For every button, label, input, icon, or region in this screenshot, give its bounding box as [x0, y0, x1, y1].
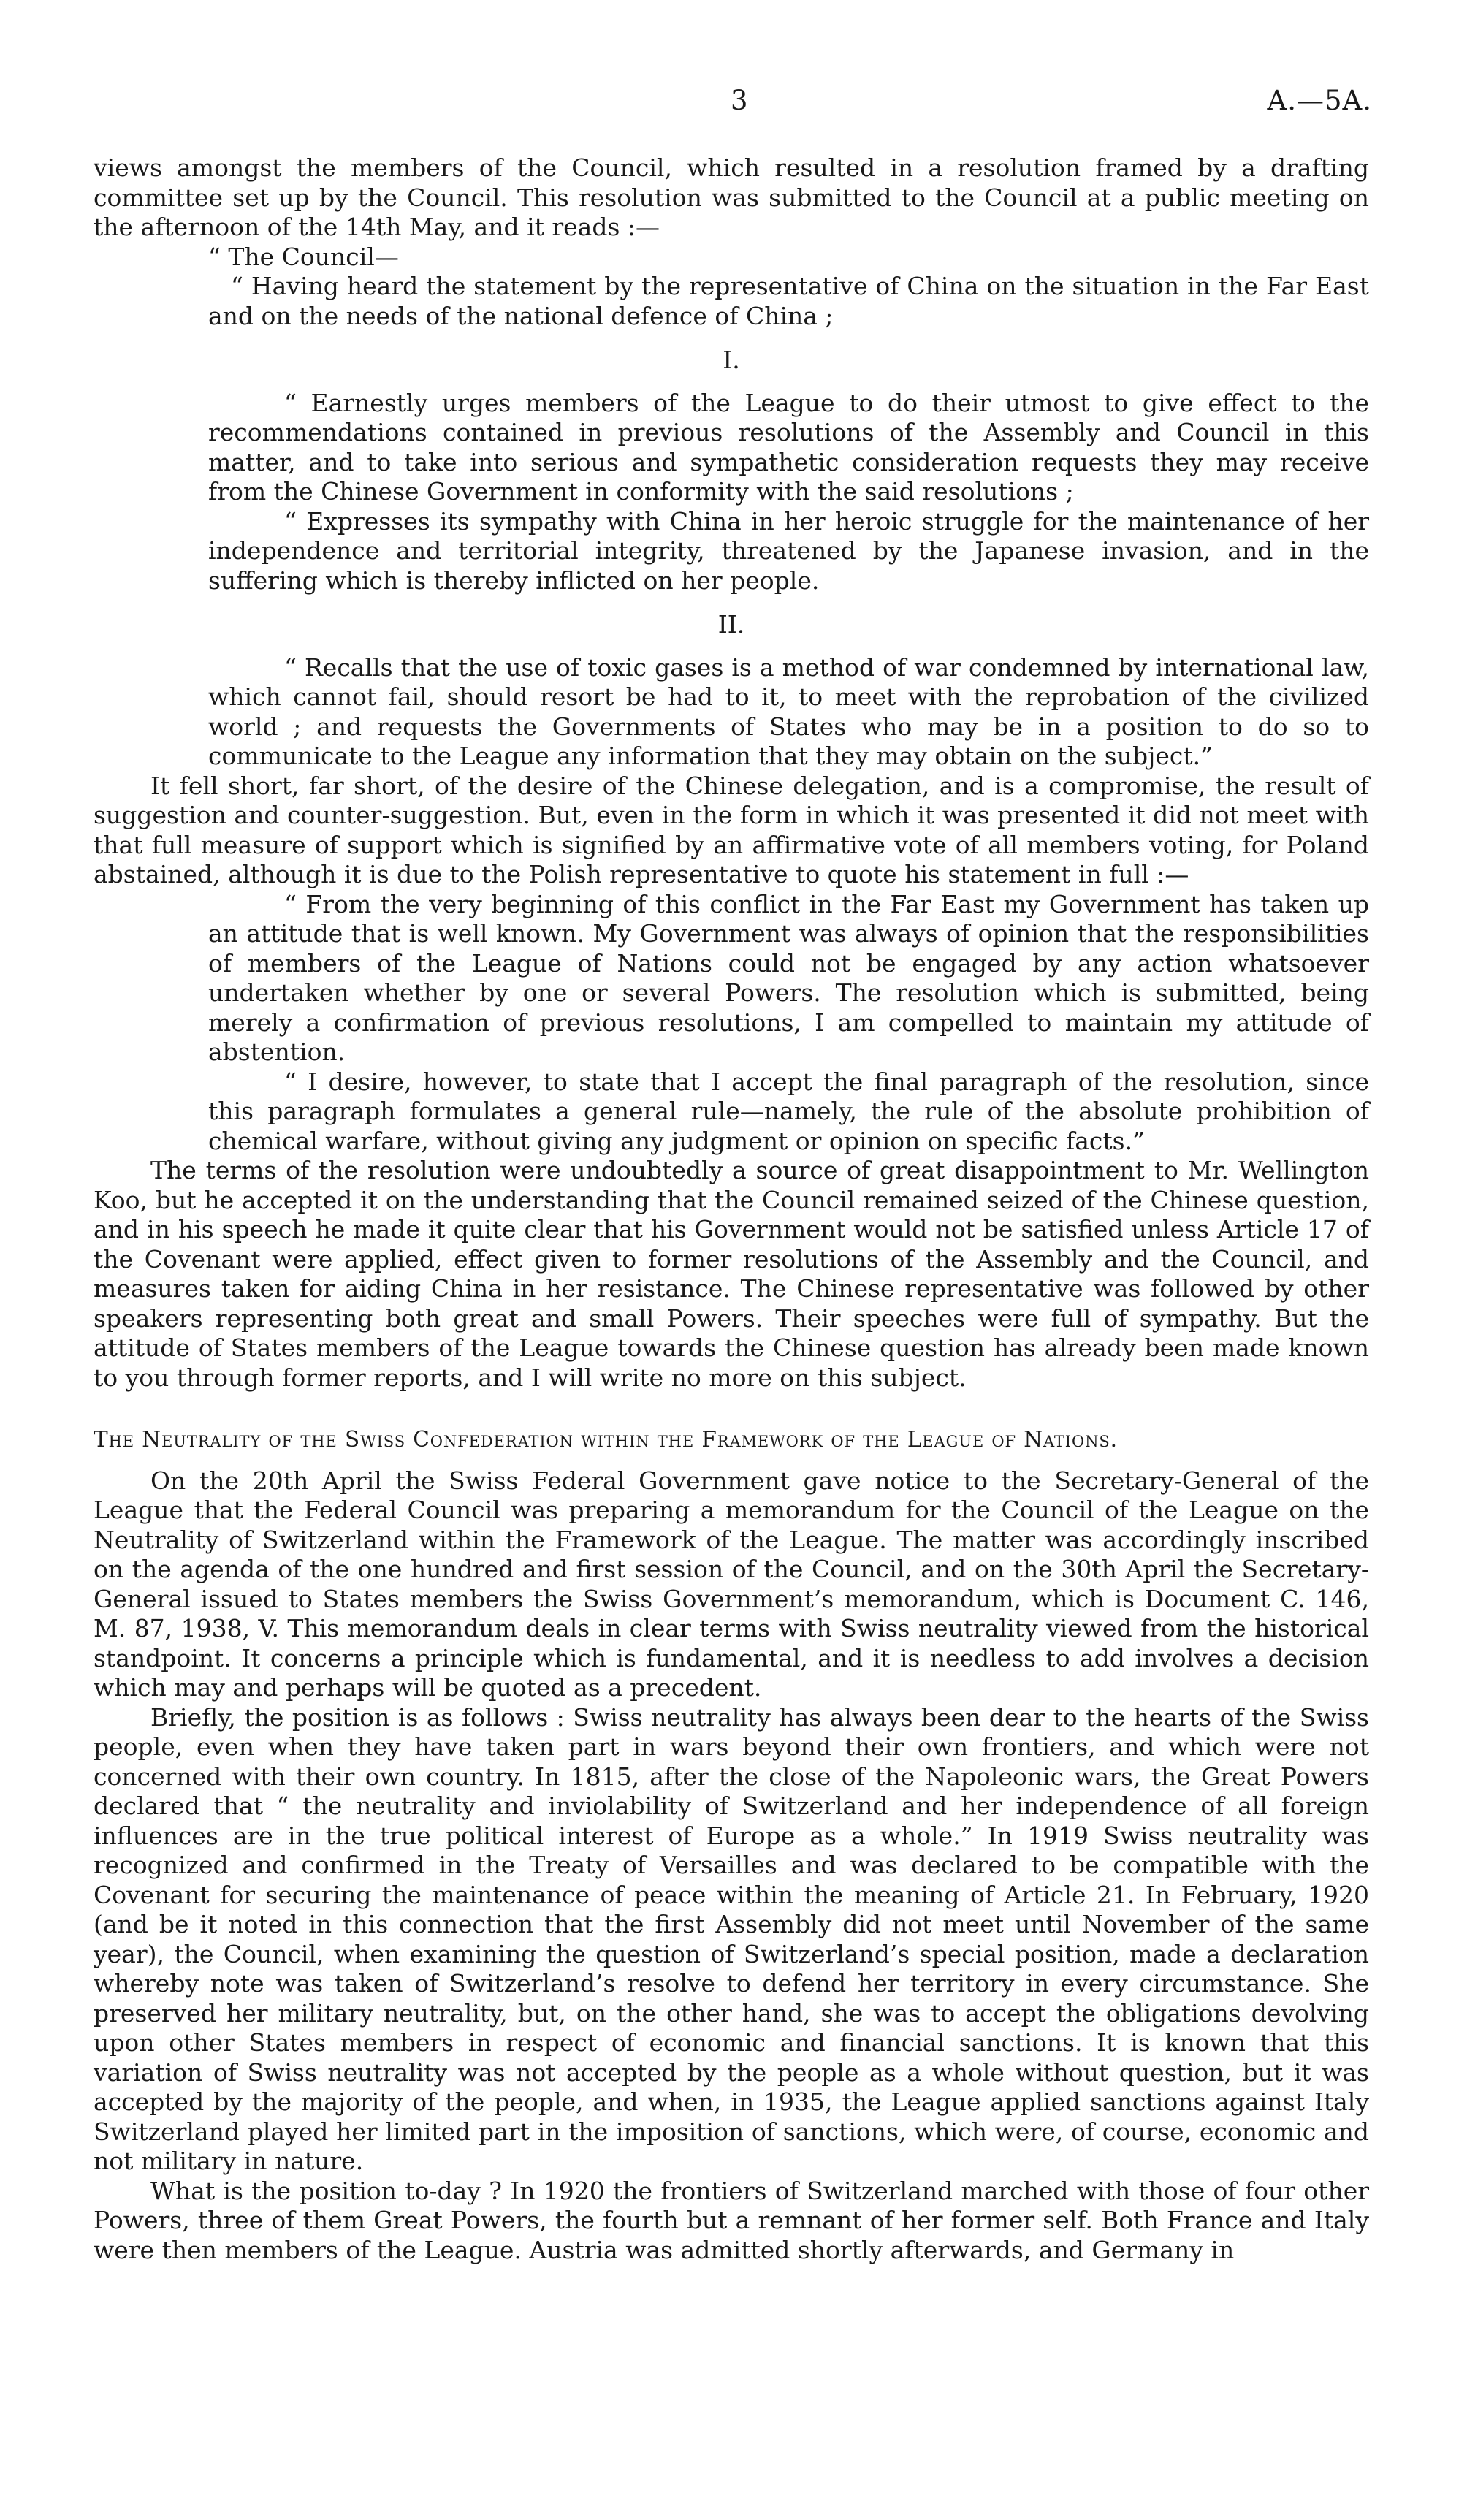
quote-paragraph: “ Recalls that the use of toxic gases is a method of war condemned by international law, which cannot fail, should resort be had to it, to meet with the reprobation of the civilized world ; and requests the Governments of States who may be in a position to do so to communicate to the League any information that they may obtain on the subject.”	[208, 652, 1369, 770]
paragraph: On the 20th April the Swiss Federal Government gave notice to the Secretary-General of the League that the Federal Council was preparing a memorandum for the Council of the League on the Neutrality of Switzerland within the Framework of the League. The matter was accordingly inscribed on the agenda of the one hundred and first session of the Council, and on the 30th April the Secretary-General issued to States members the Swiss Government’s memorandum, which is Document C. 146, M. 87, 1938, V. This memorandum deals in clear terms with Swiss neutrality viewed from the historical standpoint. It concerns a principle which is fundamental, and it is needless to add involves a decision which may and perhaps will be quoted as a precedent.	[94, 1466, 1369, 1702]
section-numeral-ii: II.	[717, 610, 745, 639]
paragraph: views amongst the members of the Council, which resulted in a resolution framed by a drafting committee set up by the Council. This resolution was submitted to the Council at a public meeting on the afternoon of the 14th May, and it reads :—	[94, 153, 1369, 241]
page-header	[0, 86, 1467, 120]
quote-paragraph: “ Having heard the statement by the representative of China on the situation in the Far East and on the needs of the national defence of China ;	[208, 272, 1369, 330]
section-numeral-i: I.	[723, 346, 740, 374]
document-reference: A.—5A.	[1267, 85, 1372, 116]
paragraph: The terms of the resolution were undoubtedly a source of great disappointment to Mr. Wellington Koo, but he accepted it on the understanding that the Council remained seized of the Chinese question, and in his speech he made it quite clear that his Government would not be satisfied unless Article 17 of the Covenant were applied, effect given to former resolutions of the Assembly and the Council, and measures taken for aiding China in her resistance. The Chinese representative was followed by other speakers representing both great and small Powers. Their speeches were full of sympathy. But the attitude of States members of the League towards the Chinese question has already been made known to you through former reports, and I will write no more on this subject.	[94, 1156, 1369, 1392]
quote-paragraph: “ Earnestly urges members of the League to do their utmost to give effect to the recommendations contained in previous resolutions of the Assembly and Council in this matter, and to take into serious and sympathetic consideration requests they may receive from the Chinese Government in conformity with the said resolutions ;	[208, 388, 1369, 506]
document-body	[94, 153, 1369, 2265]
section-heading: The Neutrality of the Swiss Confederation within the Framework of the League of Nations.	[94, 1427, 1118, 1452]
quote-paragraph: “ Expresses its sympathy with China in her heroic struggle for the maintenance of her independence and territorial integrity, threatened by the Japanese invasion, and in the suffering which is thereby inflicted on her people.	[208, 506, 1369, 595]
paragraph: What is the position to-day ? In 1920 the frontiers of Switzerland marched with those of four other Powers, three of them Great Powers, the fourth but a remnant of her former self. Both France and Italy were then members of the League. Austria was admitted shortly afterwards, and Germany in	[94, 2176, 1369, 2264]
quote-opening: “ The Council—	[208, 242, 399, 271]
page-number: 3	[731, 85, 749, 116]
paragraph: Briefly, the position is as follows : Swiss neutrality has always been dear to the hearts of the Swiss people, even when they have taken part in wars beyond their own frontiers, and which were not concerned with their own country. In 1815, after the close of the Napoleonic wars, the Great Powers declared that “ the neutrality and inviolability of Switzerland and her independence of all foreign influences are in the true political interest of Europe as a whole.” In 1919 Swiss neutrality was recognized and confirmed in the Treaty of Versailles and was declared to be compatible with the Covenant for securing the maintenance of peace within the meaning of Article 21. In February, 1920 (and be it noted in this connection that the first Assembly did not meet until November of the same year), the Council, when examining the question of Switzerland’s special position, made a declaration whereby note was taken of Switzerland’s resolve to defend her territory in every circumstance. She preserved her military neutrality, but, on the other hand, she was to accept the obligations devolving upon other States members in respect of economic and financial sanctions. It is known that this variation of Swiss neutrality was not accepted by the people as a whole without question, but it was accepted by the majority of the people, and when, in 1935, the League applied sanctions against Italy Switzerland played her limited part in the imposition of sanctions, which were, of course, economic and not military in nature.	[94, 1702, 1369, 2175]
quote-paragraph: “ I desire, however, to state that I accept the final paragraph of the resolution, since this paragraph formulates a general rule—namely, the rule of the absolute prohibition of chemical warfare, without giving any judgment or opinion on specific facts.”	[208, 1067, 1369, 1155]
paragraph: It fell short, far short, of the desire of the Chinese delegation, and is a compromise, the result of suggestion and counter-suggestion. But, even in the form in which it was presented it did not meet with that full measure of support which is signified by an affirmative vote of all members voting, for Poland abstained, although it is due to the Polish representative to quote his statement in full :—	[94, 771, 1369, 888]
quote-paragraph: “ From the very beginning of this conflict in the Far East my Government has taken up an attitude that is well known. My Government was always of opinion that the responsibilities of members of the League of Nations could not be engaged by any action whatsoever undertaken whether by one or several Powers. The resolution which is submitted, being merely a confirmation of previous resolutions, I am compelled to maintain my attitude of abstention.	[208, 889, 1369, 1066]
